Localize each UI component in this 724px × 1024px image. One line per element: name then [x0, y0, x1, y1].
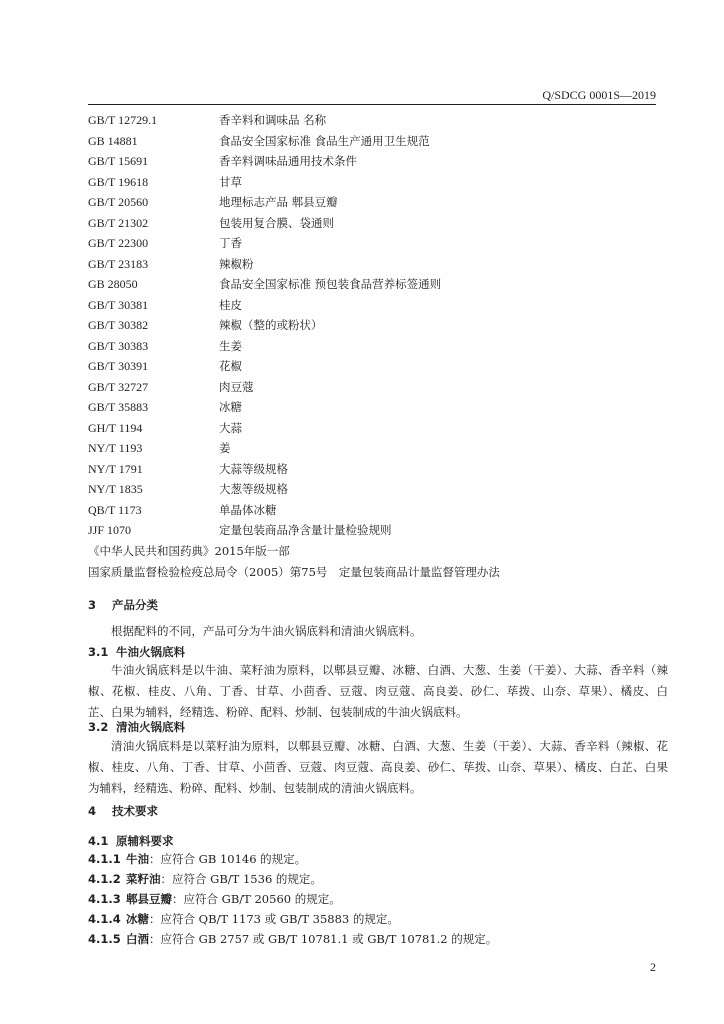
clause-text: ：应符合 GB/T 1536 的规定。	[160, 872, 322, 886]
reference-code: QB/T 1173	[88, 502, 142, 517]
reference-title: 生姜	[219, 338, 242, 353]
clause-term: 菜籽油	[126, 872, 161, 886]
clause-text: ：应符合 GB 2757 或 GB/T 10781.1 或 GB/T 10781.2 的规定。	[149, 932, 498, 946]
reference-title: 食品安全国家标准 食品生产通用卫生规范	[219, 133, 430, 148]
reference-row	[88, 438, 668, 459]
reference-title: 食品安全国家标准 预包装食品营养标签通则	[219, 277, 442, 291]
reference-standards-list	[88, 110, 668, 541]
reference-row	[88, 479, 668, 500]
clause-number: 4.1.2	[88, 872, 121, 886]
clause-term: 冰糖	[126, 912, 149, 926]
reference-code: GB/T 22300	[88, 236, 149, 250]
reference-title: 大蒜	[219, 420, 242, 435]
requirement-item	[88, 929, 668, 950]
section-title: 清油火锅底料	[116, 720, 185, 734]
clause-number: 4.1.3	[88, 892, 121, 906]
requirement-item	[88, 909, 668, 930]
clause-text: ：应符合 QB/T 1173 或 GB/T 35883 的规定。	[149, 912, 399, 926]
reference-row	[88, 172, 668, 193]
reference-row	[88, 233, 668, 254]
reference-row	[88, 397, 668, 418]
clause-number: 4.1.1	[88, 852, 121, 866]
reference-code: GB/T 30383	[88, 338, 149, 353]
reference-code: GB 28050	[88, 277, 138, 291]
reference-title: 肉豆蔻	[219, 379, 254, 394]
section-4-1-heading	[88, 831, 668, 851]
section-3-1-paragraph: 牛油火锅底料是以牛油、菜籽油为原料，以郫县豆瓣、冰糖、白酒、大葱、生姜（干姜）、大蒜、香辛料（辣椒、花椒、桂皮、八角、丁香、甘草、小茴香、豆蔻、肉豆蔻、高良姜、砂仁、荜拨、山奈、草果）、橘皮、白芷、白果为辅料，经精选、粉碎、配料、炒制、包装制成的牛油火锅底料。	[88, 663, 668, 719]
reference-row	[88, 418, 668, 439]
reference-row	[88, 131, 668, 152]
section-number: 3.1	[88, 645, 109, 659]
reference-title: 花椒	[219, 359, 242, 373]
section-3-heading	[88, 595, 668, 615]
section-title: 原辅料要求	[116, 834, 174, 848]
reference-title: 甘草	[219, 174, 242, 189]
reference-title: 定量包装商品净含量计量检验规则	[219, 523, 392, 537]
reference-row	[88, 274, 668, 295]
reference-title: 辣椒（整的或粉状）	[219, 318, 323, 332]
page-number: 2	[650, 960, 656, 974]
reference-title: 丁香	[219, 236, 242, 250]
clause-number: 4.1.5	[88, 932, 121, 946]
reference-title: 大蒜等级规格	[219, 461, 288, 476]
reference-row	[88, 151, 668, 172]
reference-row	[88, 520, 668, 541]
clause-number: 4.1.4	[88, 912, 121, 926]
reference-code: GB/T 30382	[88, 318, 149, 332]
reference-code: GB/T 15691	[88, 154, 149, 168]
reference-row	[88, 213, 668, 234]
document-code: Q/SDCG 0001S—2019	[542, 88, 656, 102]
clause-term: 郫县豆瓣	[126, 892, 172, 906]
reference-row	[88, 254, 668, 275]
reference-code: GB/T 21302	[88, 215, 149, 230]
section-number: 3	[88, 598, 97, 612]
requirement-item	[88, 849, 668, 870]
reference-title: 包装用复合膜、袋通则	[219, 215, 334, 230]
reference-title: 香辛料调味品通用技术条件	[219, 154, 357, 168]
reference-code: NY/T 1791	[88, 461, 143, 476]
section-number: 4.1	[88, 834, 109, 848]
reference-row	[88, 295, 668, 316]
reference-title: 香辛料和调味品 名称	[219, 113, 327, 127]
reference-title: 姜	[219, 441, 231, 455]
reference-code: NY/T 1835	[88, 482, 143, 496]
section-3-intro: 根据配料的不同，产品可分为牛油火锅底料和清油火锅底料。	[111, 624, 422, 638]
reference-title: 大葱等级规格	[219, 482, 288, 496]
reference-row	[88, 377, 668, 398]
reference-code: NY/T 1193	[88, 441, 143, 455]
clause-text: ：应符合 GB 10146 的规定。	[149, 852, 307, 866]
section-number: 3.2	[88, 720, 109, 734]
reference-row	[88, 192, 668, 213]
clause-term: 牛油	[126, 852, 149, 866]
reference-code: GH/T 1194	[88, 420, 143, 435]
clause-term: 白酒	[126, 932, 149, 946]
reference-title: 冰糖	[219, 400, 242, 414]
reference-code: GB/T 32727	[88, 379, 149, 394]
reference-row	[88, 336, 668, 357]
reference-row	[88, 315, 668, 336]
reference-code: GB/T 19618	[88, 174, 149, 189]
reference-code: GB/T 20560	[88, 195, 149, 209]
section-3-1-heading	[88, 642, 668, 662]
reference-row	[88, 459, 668, 480]
reference-code: GB/T 12729.1	[88, 113, 158, 127]
reference-row	[88, 500, 668, 521]
header-rule	[88, 104, 656, 105]
pharmacopoeia-reference: 《中华人民共和国药典》2015年版一部	[88, 544, 290, 558]
section-title: 技术要求	[112, 804, 158, 818]
reference-code: GB/T 30391	[88, 359, 149, 373]
reference-row	[88, 356, 668, 377]
clause-text: ：应符合 GB/T 20560 的规定。	[172, 892, 341, 906]
regulation-reference: 国家质量监督检验检疫总局令（2005）第75号 定量包装商品计量监督管理办法	[88, 565, 500, 579]
section-4-heading	[88, 801, 668, 821]
reference-title: 桂皮	[219, 297, 242, 312]
reference-row	[88, 110, 668, 131]
requirement-item	[88, 889, 668, 910]
reference-title: 地理标志产品 郫县豆瓣	[219, 195, 338, 209]
reference-code: GB/T 23183	[88, 256, 149, 271]
section-number: 4	[88, 804, 97, 818]
reference-code: GB/T 35883	[88, 400, 149, 414]
section-title: 产品分类	[112, 598, 158, 612]
reference-title: 单晶体冰糖	[219, 502, 277, 517]
reference-title: 辣椒粉	[219, 256, 254, 271]
requirement-item	[88, 869, 668, 890]
reference-code: GB 14881	[88, 133, 138, 148]
reference-code: GB/T 30381	[88, 297, 149, 312]
section-3-2-heading	[88, 717, 668, 737]
section-title: 牛油火锅底料	[116, 645, 185, 659]
section-3-2-paragraph: 清油火锅底料是以菜籽油为原料，以郫县豆瓣、冰糖、白酒、大葱、生姜（干姜）、大蒜、香辛料（辣椒、花椒、桂皮、八角、丁香、甘草、小茴香、豆蔻、肉豆蔻、高良姜、砂仁、荜拨、山奈、草果）、橘皮、白芷、白果为辅料，经精选、粉碎、配料、炒制、包装制成的清油火锅底料。	[88, 739, 668, 795]
reference-code: JJF 1070	[88, 523, 132, 537]
